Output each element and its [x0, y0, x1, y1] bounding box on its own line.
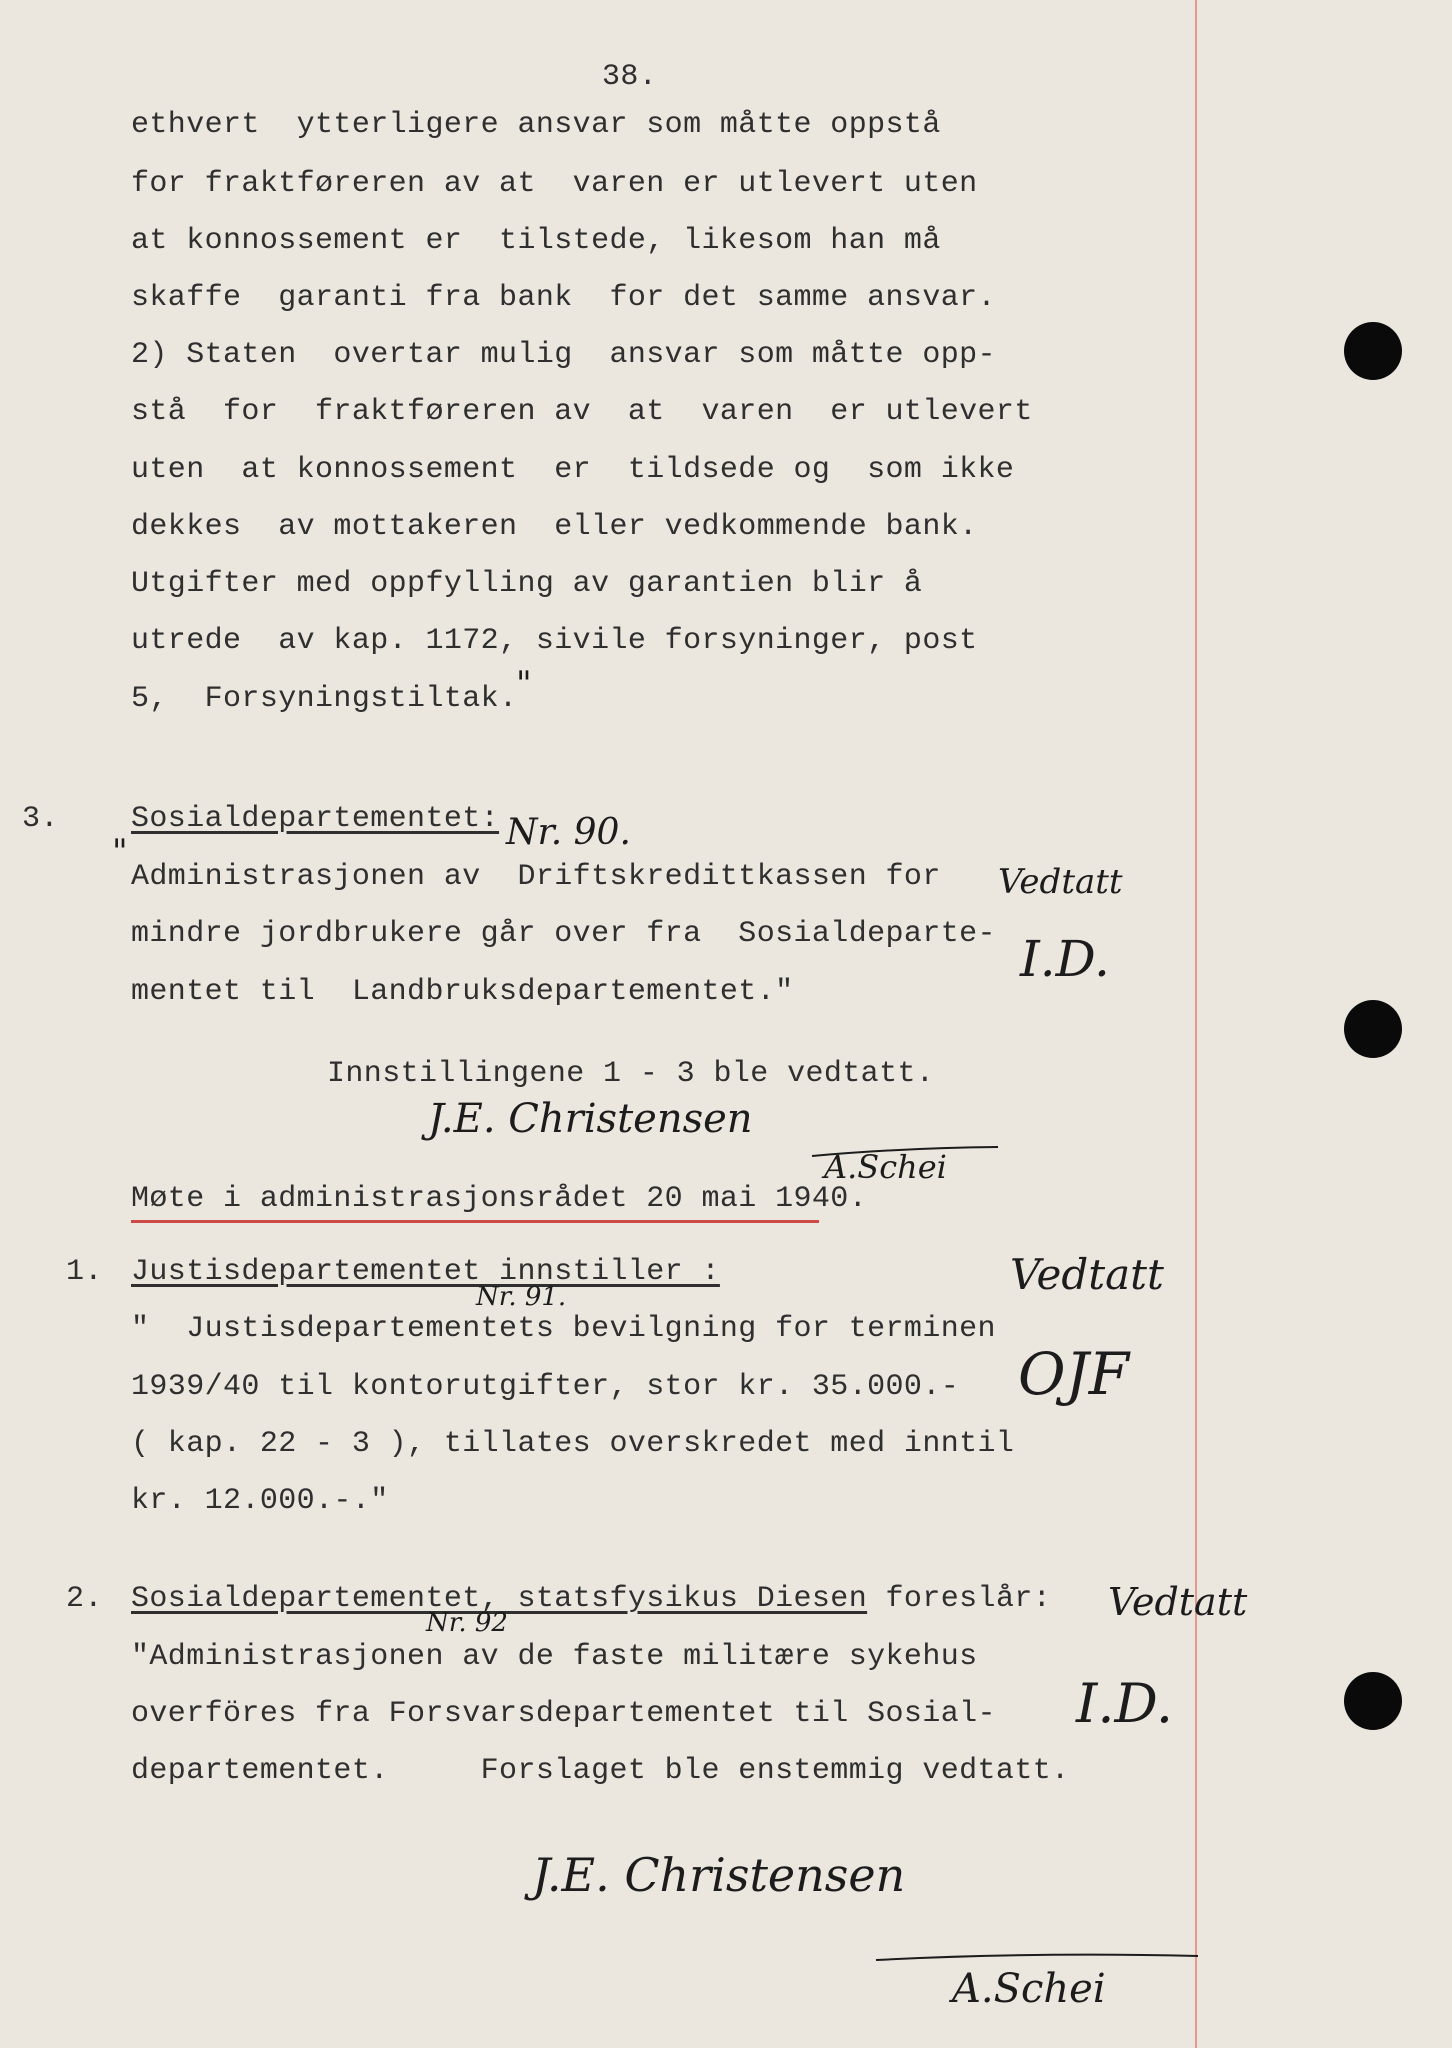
body-line: " Justisdepartementets bevilgning for terminen — [131, 1312, 996, 1346]
item-heading-underlined: Sosialdepartementet, statsfysikus Diesen — [131, 1582, 868, 1616]
page-number: 38. — [602, 60, 658, 94]
signature-schei: A.Schei — [952, 1966, 1106, 2012]
item-number: 3. — [22, 802, 59, 836]
handwritten-quote-mark: " — [112, 832, 128, 872]
margin-initials: I.D. — [1076, 1672, 1174, 1735]
margin-initials: I.D. — [1020, 930, 1110, 988]
body-line: kr. 12.000.-." — [131, 1484, 389, 1518]
body-line: uten at konnossement er tildsede og som ikke — [131, 453, 1015, 487]
body-line: 2) Staten overtar mulig ansvar som måtte opp- — [131, 338, 996, 372]
pen-stroke — [810, 1144, 1000, 1158]
signature-christensen: J.E. Christensen — [532, 1848, 906, 1902]
punch-hole — [1344, 322, 1402, 380]
body-line: "Administrasjonen av de faste militære sykehus — [131, 1640, 978, 1674]
body-line: mindre jordbrukere går over fra Sosialdeparte- — [131, 917, 996, 951]
body-line: Administrasjonen av Driftskredittkassen for — [131, 860, 941, 894]
body-line: skaffe garanti fra bank for det samme ansvar. — [131, 281, 996, 315]
signature-schei: A.Schei — [824, 1148, 947, 1186]
body-line: 1939/40 til kontorutgifter, stor kr. 35.000.- — [131, 1370, 960, 1404]
item-heading: Sosialdepartementet: — [131, 802, 500, 836]
margin-note-vedtatt: Vedtatt — [998, 862, 1123, 902]
item-heading: Justisdepartementet innstiller : — [131, 1255, 720, 1289]
resolution-line: Innstillingene 1 - 3 ble vedtatt. — [327, 1057, 935, 1091]
body-line: at konnossement er tilstede, likesom han må — [131, 224, 941, 258]
handwritten-quote-mark: " — [516, 664, 532, 704]
signature-christensen: J.E. Christensen — [428, 1096, 753, 1142]
body-line: ethvert ytterligere ansvar som måtte oppstå — [131, 108, 941, 142]
body-line: dekkes av mottakeren eller vedkommende bank. — [131, 510, 978, 544]
item-number: 1. — [66, 1255, 103, 1289]
body-line: overföres fra Forsvarsdepartementet til Sosial- — [131, 1697, 996, 1731]
margin-rule — [1195, 0, 1197, 2048]
punch-hole — [1344, 1000, 1402, 1058]
body-line: ( kap. 22 - 3 ), tillates overskredet med inntil — [131, 1427, 1015, 1461]
item-heading — [131, 1582, 1051, 1616]
handwritten-case-number: Nr. 90. — [506, 812, 631, 853]
handwritten-case-number: Nr. 92 — [426, 1608, 508, 1638]
body-line: 5, Forsyningstiltak. — [131, 682, 518, 716]
handwritten-case-number: Nr. 91. — [476, 1282, 567, 1312]
punch-hole — [1344, 1672, 1402, 1730]
item-number: 2. — [66, 1582, 103, 1616]
item-heading-rest: foreslår: — [867, 1582, 1052, 1616]
body-line: stå for fraktføreren av at varen er utlevert — [131, 395, 1033, 429]
red-underline — [131, 1220, 819, 1223]
body-line: for fraktføreren av at varen er utlevert uten — [131, 167, 978, 201]
pen-stroke — [874, 1950, 1200, 1966]
margin-initials: OJF — [1018, 1340, 1130, 1408]
margin-note-vedtatt: Vedtatt — [1010, 1250, 1164, 1299]
body-line: Utgifter med oppfylling av garantien blir å — [131, 567, 923, 601]
body-line: utrede av kap. 1172, sivile forsyninger, post — [131, 624, 978, 658]
body-line: departementet. Forslaget ble enstemmig vedtatt. — [131, 1754, 1070, 1788]
meeting-heading: Møte i administrasjonsrådet 20 mai 1940. — [131, 1182, 868, 1216]
body-line: mentet til Landbruksdepartementet." — [131, 975, 794, 1009]
margin-note-vedtatt: Vedtatt — [1108, 1580, 1248, 1624]
